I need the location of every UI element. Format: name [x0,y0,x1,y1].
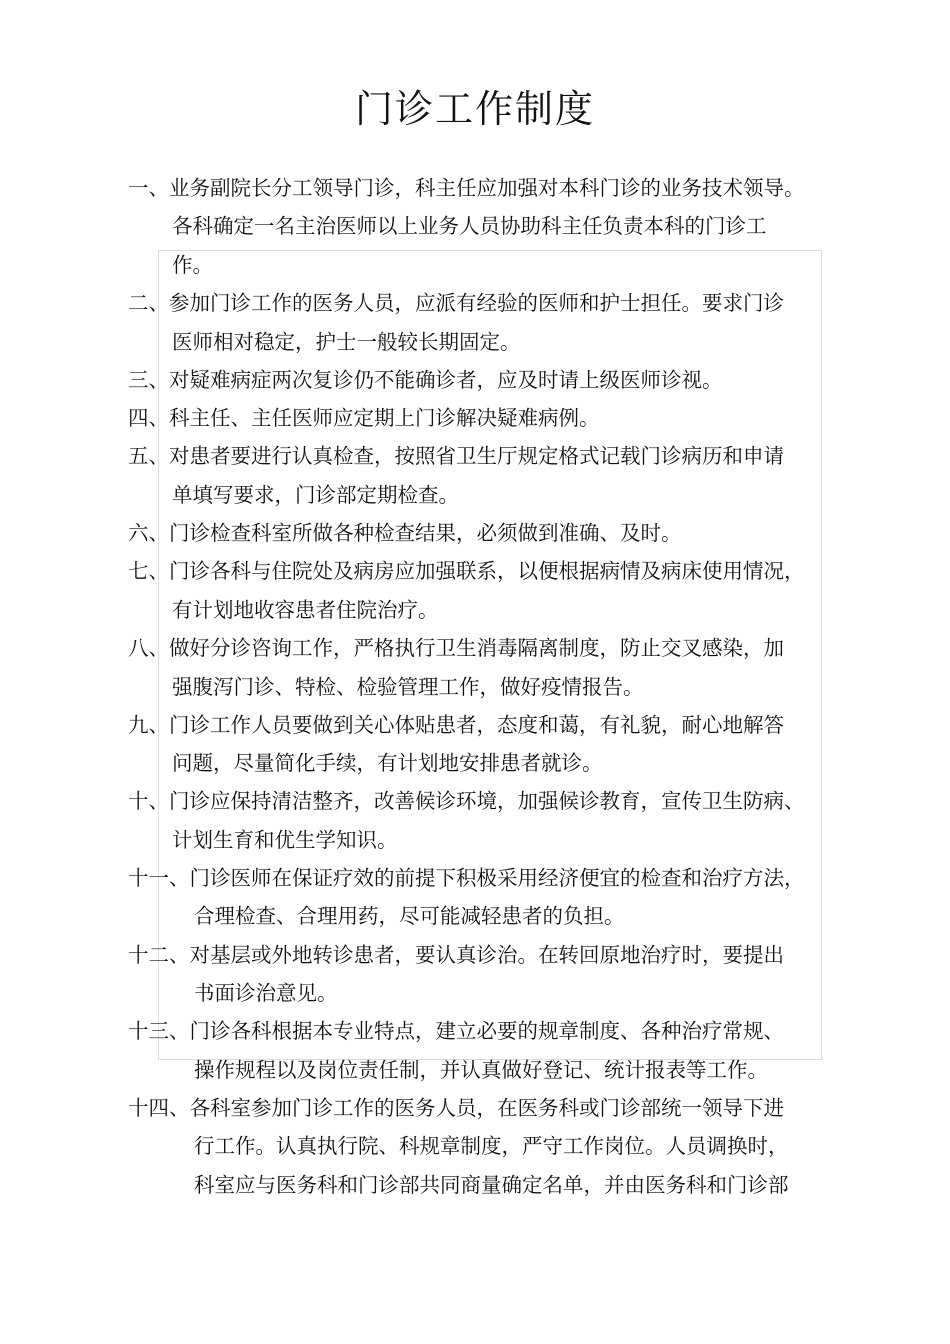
item-11-line-2: 合理检查、合理用药，尽可能减轻患者的负担。 [194,904,625,928]
item-1-line-1: 一、业务副院长分工领导门诊，科主任应加强对本科门诊的业务技术领导。 [128,176,805,200]
item-1-line-2: 各科确定一名主治医师以上业务人员协助科主任负责本科的门诊工 [172,214,767,238]
item-5-line-2: 单填写要求，门诊部定期检查。 [172,483,459,507]
item-11-line-1: 十一、门诊医师在保证疗效的前提下积极采用经济便宜的检查和治疗方法， [128,866,805,890]
item-5-line-1: 五、对患者要进行认真检查，按照省卫生厅规定格式记载门诊病历和申请 [128,444,784,468]
item-2-line-1: 二、参加门诊工作的医务人员，应派有经验的医师和护士担任。要求门诊 [128,291,784,315]
item-3-line-1: 三、对疑难病症两次复诊仍不能确诊者，应及时请上级医师诊视。 [128,368,723,392]
item-12-line-2: 书面诊治意见。 [194,981,338,1005]
item-10-line-2: 计划生育和优生学知识。 [172,828,398,852]
page-title: 门诊工作制度 [354,87,595,131]
item-7-line-2: 有计划地收容患者住院治疗。 [172,598,439,622]
item-13-line-2: 操作规程以及岗位责任制，并认真做好登记、统计报表等工作。 [194,1058,768,1082]
item-1-line-3: 作。 [172,253,213,277]
item-4-line-1: 四、科主任、主任医师应定期上门诊解决疑难病例。 [128,406,600,430]
item-14-line-1: 十四、各科室参加门诊工作的医务人员，在医务科或门诊部统一领导下进 [128,1096,784,1120]
item-14-line-2: 行工作。认真执行院、科规章制度，严守工作岗位。人员调换时， [194,1134,789,1158]
item-13-line-1: 十三、门诊各科根据本专业特点，建立必要的规章制度、各种治疗常规、 [128,1019,784,1043]
item-9-line-1: 九、门诊工作人员要做到关心体贴患者，态度和蔼，有礼貌，耐心地解答 [128,713,784,737]
item-14-line-3: 科室应与医务科和门诊部共同商量确定名单，并由医务科和门诊部 [194,1173,789,1197]
item-6-line-1: 六、门诊检查科室所做各种检查结果，必须做到准确、及时。 [128,521,682,545]
item-7-line-1: 七、门诊各科与住院处及病房应加强联系，以便根据病情及病床使用情况， [128,559,805,583]
item-10-line-1: 十、门诊应保持清洁整齐，改善候诊环境，加强候诊教育，宣传卫生防病、 [128,789,805,813]
item-12-line-1: 十二、对基层或外地转诊患者，要认真诊治。在转回原地治疗时，要提出 [128,943,784,967]
item-2-line-2: 医师相对稳定，护士一般较长期固定。 [172,330,521,354]
item-8-line-1: 八、做好分诊咨询工作，严格执行卫生消毒隔离制度，防止交叉感染，加 [128,636,784,660]
item-9-line-2: 问题，尽量简化手续，有计划地安排患者就诊。 [172,751,603,775]
item-8-line-2: 强腹泻门诊、特检、检验管理工作，做好疫情报告。 [172,675,644,699]
